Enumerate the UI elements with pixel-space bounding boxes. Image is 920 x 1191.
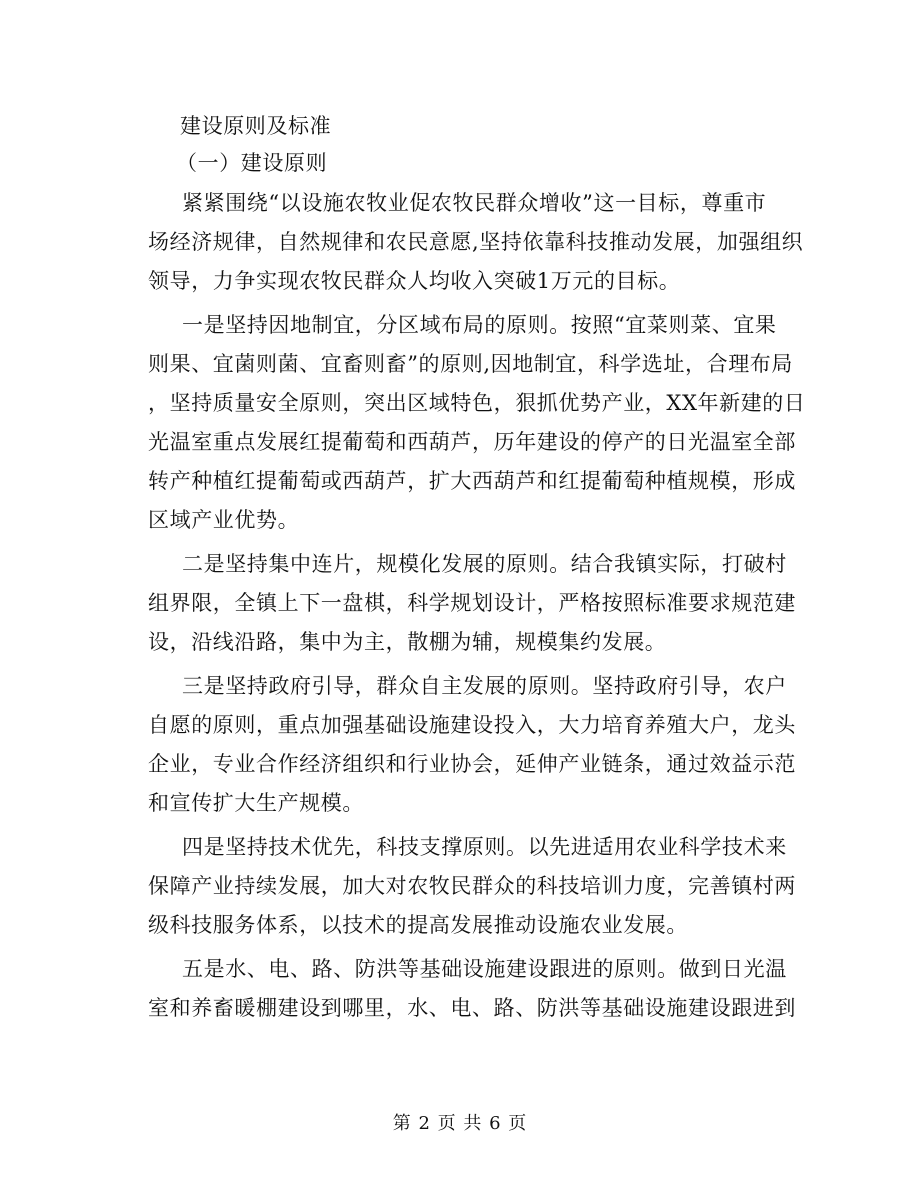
paragraph-3-line-3: 设，沿线沿路，集中为主，散棚为辅，规模集约发展。 [148, 630, 667, 654]
subsection-heading: （一）建设原则 [176, 151, 328, 175]
paragraph-6-line-2: 室和养畜暖棚建设到哪里，水、电、路、防洪等基础设施建设跟进到 [148, 996, 796, 1020]
paragraph-2-line-1: 一是坚持因地制宜，分区域布局的原则。按照“宜菜则菜、宜果 [182, 313, 777, 337]
paragraph-1-line-3: 领导，力争实现农牧民群众人均收入突破1万元的目标。 [148, 269, 681, 293]
paragraph-4-line-4: 和宣传扩大生产规模。 [148, 791, 364, 815]
paragraph-1-line-1: 紧紧围绕“以设施农牧业促农牧民群众增收”这一目标，尊重市 [182, 191, 767, 215]
paragraph-3-line-1: 二是坚持集中连片，规模化发展的原则。结合我镇实际，打破村 [182, 552, 787, 576]
paragraph-2-line-5: 转产种植红提葡萄或西葫芦，扩大西葫芦和红提葡萄种植规模，形成 [148, 469, 796, 493]
paragraph-5-line-3: 级科技服务体系，以技术的提高发展推动设施农业发展。 [148, 913, 688, 937]
paragraph-2-line-2: 则果、宜菌则菌、宜畜则畜”的原则,因地制宜，科学选址，合理布局 [148, 352, 794, 376]
paragraph-2-line-6: 区域产业优势。 [148, 508, 300, 532]
paragraph-1-line-2: 场经济规律，自然规律和农民意愿,坚持依靠科技推动发展，加强组织 [148, 230, 804, 254]
paragraph-2-line-3: ，坚持质量安全原则，突出区域特色，狠抓优势产业，XX年新建的日 [148, 391, 806, 415]
paragraph-5-line-1: 四是坚持技术优先，科技支撑原则。以先进适用农业科学技术来 [182, 835, 787, 859]
paragraph-3-line-2: 组界限，全镇上下一盘棋，科学规划设计，严格按照标准要求规范建 [148, 591, 796, 615]
paragraph-6-line-1: 五是水、电、路、防洪等基础设施建设跟进的原则。做到日光温 [182, 957, 787, 981]
page-footer: 第 2 页 共 6 页 [392, 1113, 528, 1134]
paragraph-5-line-2: 保障产业持续发展，加大对农牧民群众的科技培训力度，完善镇村两 [148, 874, 796, 898]
paragraph-4-line-2: 自愿的原则，重点加强基础设施建设投入，大力培育养殖大户，龙头 [148, 713, 796, 737]
paragraph-2-line-4: 光温室重点发展红提葡萄和西葫芦，历年建设的停产的日光温室全部 [148, 430, 796, 454]
section-title: 建设原则及标准 [180, 114, 332, 138]
paragraph-4-line-3: 企业，专业合作经济组织和行业协会，延伸产业链条，通过效益示范 [148, 752, 796, 776]
paragraph-4-line-1: 三是坚持政府引导，群众自主发展的原则。坚持政府引导，农户 [182, 674, 787, 698]
